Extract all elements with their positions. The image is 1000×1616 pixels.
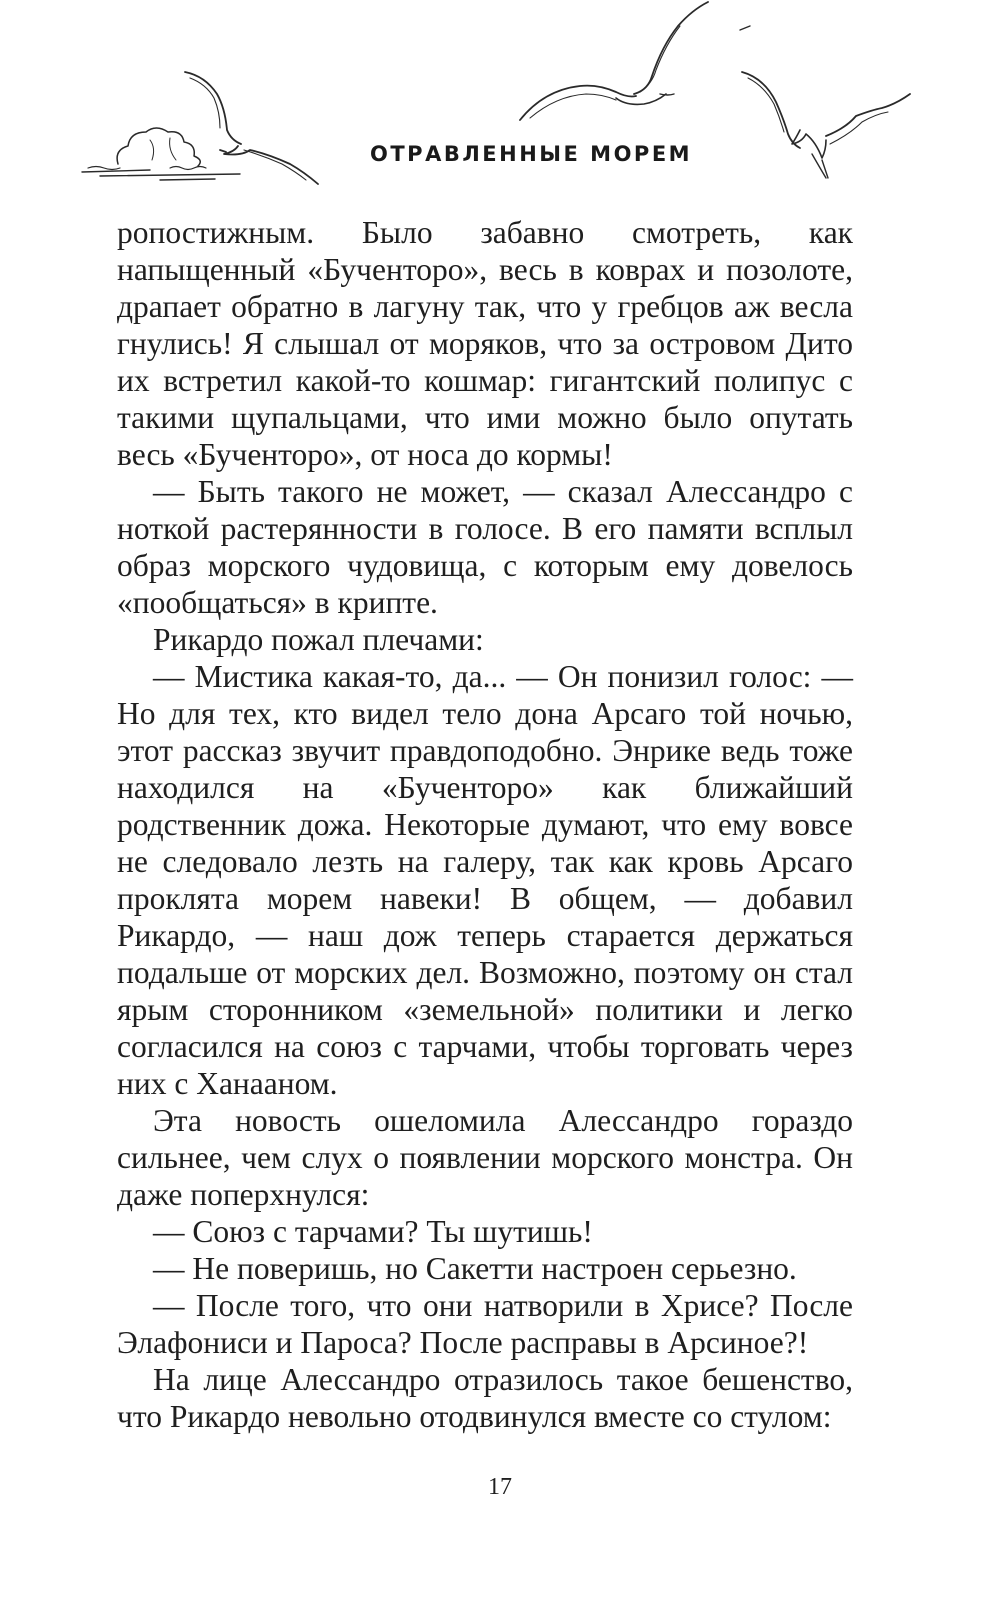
paragraph: — После того, что они натворили в Хрисе? После Элафониси и Пароса? После расправы в Арсиное?! — [117, 1288, 853, 1360]
running-title: ОТРАВЛЕННЫЕ МОРЕМ — [370, 142, 693, 166]
paragraph: — Не поверишь, но Сакетти настроен серьезно. — [153, 1251, 797, 1286]
paragraph: На лице Алессандро отразилось такое бешенство, что Рикардо невольно отодвинулся вместе со стулом: — [117, 1362, 853, 1434]
page-header — [0, 0, 1000, 200]
paragraph: Рикардо пожал плечами: — [153, 622, 484, 657]
paragraph: — Мистика какая-то, да... — Он понизил голос: — Но для тех, кто видел тело дона Арсаго той ночью, этот рассказ звучит правдоподобно. Энрике ведь тоже находился на «Бученторо» как ближайший родственник дожа. Некоторые думают, что ему вовсе не следовало лезть на галеру, так как кровь Арсаго проклята морем навеки! В общем, — добавил Рикардо, — наш дож теперь старается держаться подальше от морских дел. Возможно, поэтому он стал ярым сторонником «земельной» политики и легко согласился на союз с тарчами, чтобы торговать через них с Ханааном. — [117, 659, 853, 1101]
paragraph: — Быть такого не может, — сказал Алессандро с ноткой растерянности в голосе. В его памяти всплыл образ морского чудовища, с которым ему довелось «пообщаться» в крипте. — [117, 474, 853, 620]
page-number: 17 — [488, 1474, 512, 1500]
paragraph: ропостижным. Было забавно смотреть, как напыщенный «Бученторо», весь в коврах и позолоте, драпает обратно в лагуну так, что у гребцов аж весла гнулись! Я слышал от моряков, что за островом Дито их встретил какой-то кошмар: гигантский полипус с такими щупальцами, что ими можно было опутать весь «Бученторо», от носа до кормы! — [117, 215, 853, 472]
page-body — [117, 214, 853, 1435]
paragraph: Эта новость ошеломила Алессандро гораздо сильнее, чем слух о появлении морского монстра. Он даже поперхнулся: — [117, 1103, 853, 1212]
paragraph: — Союз с тарчами? Ты шутишь! — [153, 1214, 593, 1249]
seagulls-illustration — [0, 0, 1000, 200]
